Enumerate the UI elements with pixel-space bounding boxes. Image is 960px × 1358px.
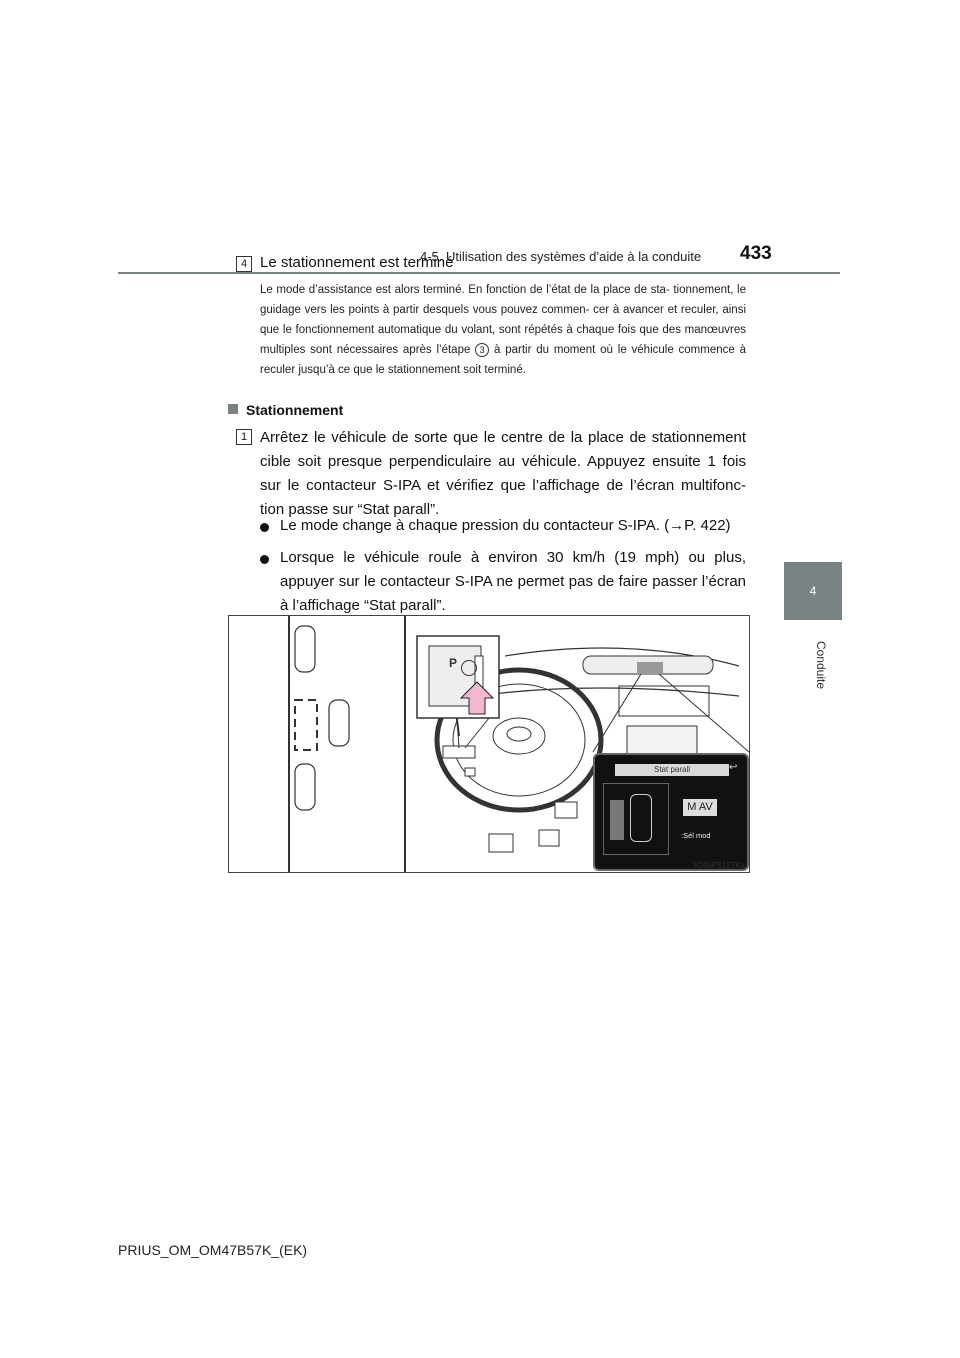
document-code: PRIUS_OM_OM47B57K_(EK)	[118, 1242, 308, 1258]
bullet-dot-icon	[260, 555, 269, 564]
step-reference-marker: 3	[475, 343, 489, 357]
return-icon: ↩	[729, 762, 738, 773]
figure-id: IO45PS127Ka	[693, 861, 745, 870]
step-1-text: Arrêtez le véhicule de sorte que le centre de la place de stationnement cible soit presque perpendiculaire au véhicule. Appuyez ensuite 1 fois sur le contacteur S-IPA et vérifiez que l’affichage de l’écran multifonc- tion passe sur “Stat parall”.	[260, 429, 746, 518]
page-number: 433	[740, 243, 772, 264]
step-heading: Le stationnement est terminé	[260, 254, 454, 271]
section-bullet-icon	[228, 404, 238, 414]
bullet-dot-icon	[260, 523, 269, 532]
steering-guide-bar	[610, 800, 624, 840]
s-ipa-switch-label: P	[449, 656, 458, 670]
s-ipa-switch-icon	[461, 660, 477, 676]
select-mode-text: :Sél mod	[681, 831, 711, 840]
bullet-item-1	[260, 514, 746, 538]
vehicle-icon	[630, 794, 652, 842]
header-rule	[118, 272, 840, 274]
step-marker-1: 1	[236, 429, 252, 445]
step-description-part2: à partir du moment où le véhicule commence à reculer jusqu’à ce que le stationnement soit terminé.	[260, 344, 746, 376]
section-heading-text: Stationnement	[246, 402, 344, 418]
parking-guide-panel	[603, 783, 669, 855]
bullet-item-1-text: Le mode change à chaque pression du contacteur S-IPA. (→P. 422)	[280, 517, 731, 534]
figure-illustration	[228, 615, 750, 873]
section-title: 4-5. Utilisation des systèmes d’aide à la conduite	[420, 249, 702, 264]
screen-mode: M AV	[683, 799, 717, 816]
step-marker: 4	[236, 256, 252, 272]
screen-title: Stat parall	[615, 764, 729, 776]
chapter-label: Conduite	[814, 640, 828, 690]
step-description-part1: Le mode d’assistance est alors terminé. En fonction de l’état de la place de sta- tionnement, le guidage vers les points à partir desquels vous pouvez commen- cer à avancer et reculer, ainsi que le fonctionnement automatique du volant, sont répétés à chaque fois que des manœuvres multiples sont nécessaires après l’étape	[260, 284, 746, 356]
multi-information-display	[593, 753, 749, 871]
bullet-item-2	[260, 546, 746, 618]
bullet-item-2-text: Lorsque le véhicule roule à environ 30 km/h (19 mph) ou plus, appuyer sur le contacteur S-IPA ne permet pas de faire passer l’écran à l’affichage “Stat parall”.	[280, 549, 746, 614]
step-description	[260, 280, 746, 380]
chapter-tab: 4	[784, 562, 842, 620]
section-heading	[228, 402, 343, 418]
